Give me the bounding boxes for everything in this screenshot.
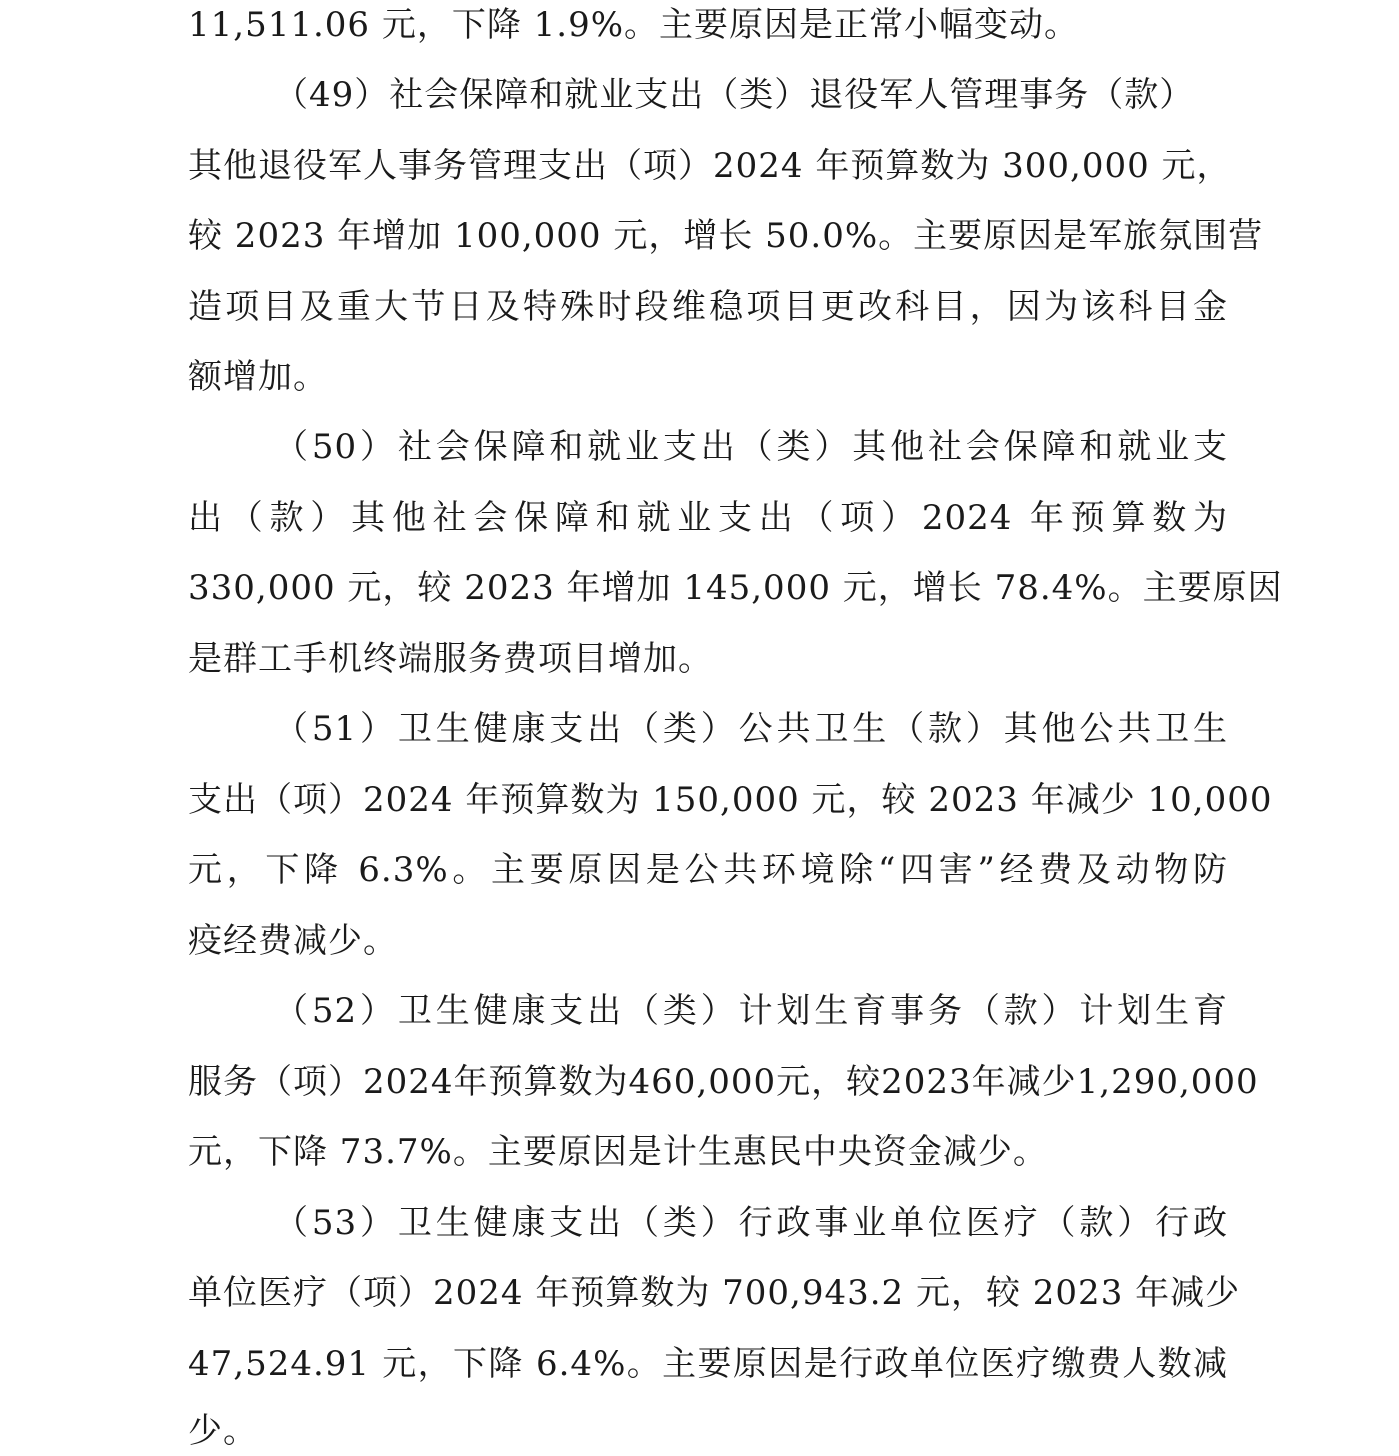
text-line: 元，下降 73.7%。主要原因是计生惠民中央资金减少。 xyxy=(188,1132,1048,1172)
text-line: 支出（项）2024 年预算数为 150,000 元，较 2023 年减少 10,000 xyxy=(188,780,1273,820)
text-line: 较 2023 年增加 100,000 元，增长 50.0%。主要原因是军旅氛围营 xyxy=(188,216,1264,256)
text-line: 其他退役军人事务管理支出（项）2024 年预算数为 300,000 元， xyxy=(188,146,1232,186)
text-line: 是群工手机终端服务费项目增加。 xyxy=(188,639,713,679)
paragraph-50-heading: （50）社会保障和就业支出（类）其他社会保障和就业支 xyxy=(274,427,1228,467)
text-line: 330,000 元，较 2023 年增加 145,000 元，增长 78.4%。主要原因 xyxy=(188,568,1283,608)
text-line: 单位医疗（项）2024 年预算数为 700,943.2 元，较 2023 年减少 xyxy=(188,1273,1241,1313)
text-line: 元，下降 6.3%。主要原因是公共环境除“四害”经费及动物防 xyxy=(188,850,1228,890)
text-line: 额增加。 xyxy=(188,357,328,397)
text-line: 服务（项）2024年预算数为460,000元，较2023年减少1,290,000 xyxy=(188,1062,1259,1102)
text-line: 少。 xyxy=(188,1411,258,1451)
text-line: 出（款）其他社会保障和就业支出（项）2024 年预算数为 xyxy=(188,498,1228,538)
text-line: 11,511.06 元，下降 1.9%。主要原因是正常小幅变动。 xyxy=(188,5,1080,45)
paragraph-49-heading: （49）社会保障和就业支出（类）退役军人管理事务（款） xyxy=(274,75,1195,115)
paragraph-51-heading: （51）卫生健康支出（类）公共卫生（款）其他公共卫生 xyxy=(274,709,1228,749)
paragraph-52-heading: （52）卫生健康支出（类）计划生育事务（款）计划生育 xyxy=(274,991,1228,1031)
paragraph-53-heading: （53）卫生健康支出（类）行政事业单位医疗（款）行政 xyxy=(274,1203,1228,1243)
text-line: 47,524.91 元，下降 6.4%。主要原因是行政单位医疗缴费人数减 xyxy=(188,1344,1228,1384)
text-line: 疫经费减少。 xyxy=(188,921,398,961)
text-line: 造项目及重大节日及特殊时段维稳项目更改科目，因为该科目金 xyxy=(188,287,1228,327)
